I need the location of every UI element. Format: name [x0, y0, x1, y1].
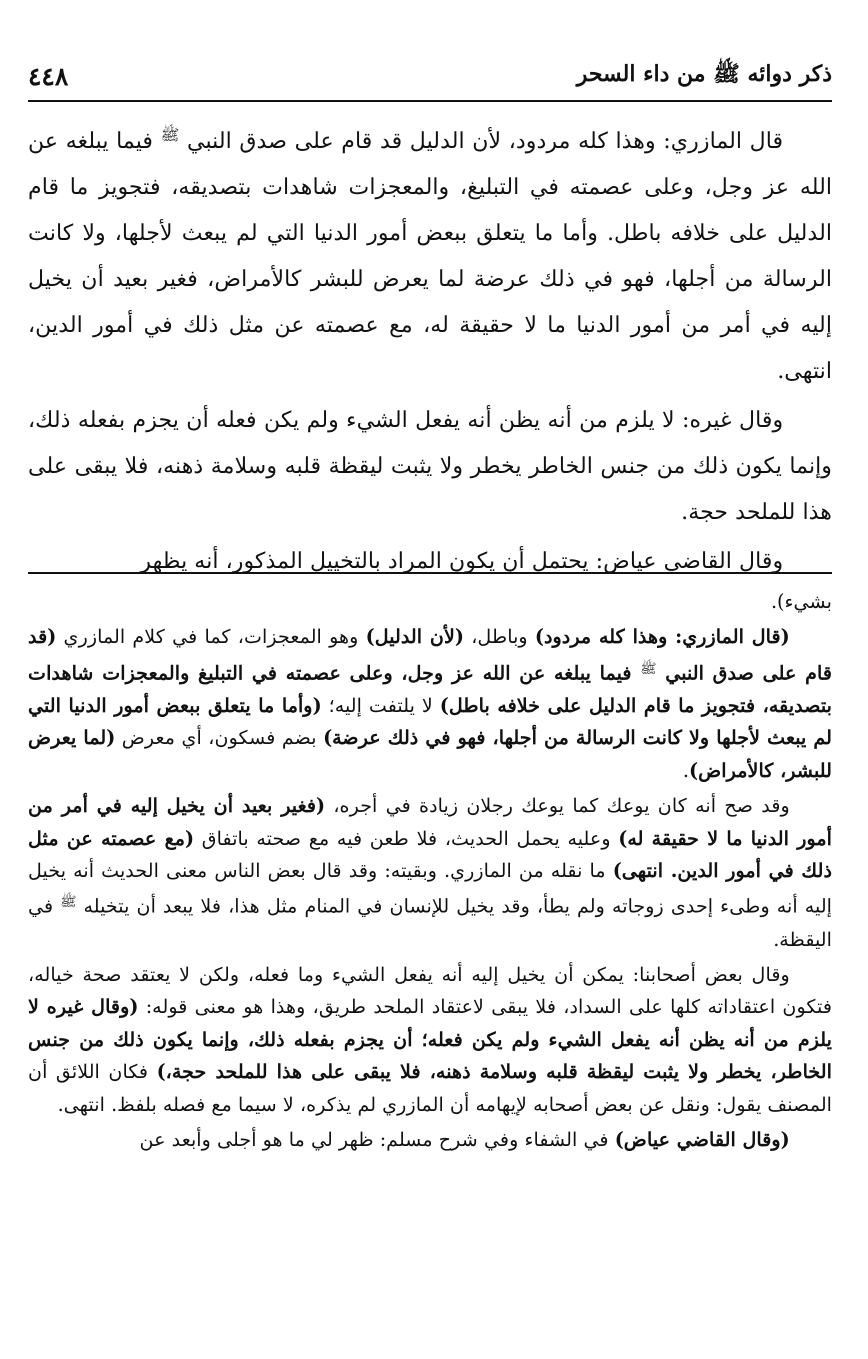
text-run: وقال غيره: لا يلزم من أنه يظن أنه يفعل الشيء ولم يكن فعله أن يجزم بفعله ذلك، وإنما يكون ذلك من جنس الخاطر يخطر ولا يثبت ليقظة قلبه وسلامة ذهنه، فلا يبقى على هذا للملحد حجة.: [28, 406, 832, 525]
text-run: في الشفاء وفي شرح مسلم: ظهر لي ما هو أجلى وأبعد عن: [139, 1127, 615, 1151]
quoted-text: (فغير بعيد أن يخيل إليه في أمر من أمور الدنيا ما لا حقيقة له): [28, 794, 832, 850]
quoted-text: (وقال القاضي عياض): [614, 1127, 790, 1151]
quoted-text: (وقال غيره لا يلزم من أنه يظن أنه يفعل الشيء ولم يكن فعله؛ أن يجزم بفعله ذلك، وإنما يكون ذلك من جنس الخاطر، يخطر ولا يثبت ليقظة قلبه وسلامة ذهنه، فلا يبقى على هذا للملحد حجة،): [28, 995, 832, 1084]
page-header: [28, 56, 832, 96]
text-run: فكان اللائق أن المصنف يقول: ونقل عن بعض أصحابه لإيهامه أن المازري لم يذكره، لا سيما مع فصله بلفظ. انتهى.: [28, 1060, 832, 1116]
quoted-text: (لما يعرض للبشر، كالأمراض): [28, 726, 832, 782]
main-paragraph: [28, 112, 832, 394]
header-rule: [28, 100, 832, 102]
quoted-text: (قد قام على صدق النبي: [28, 625, 832, 685]
text-run: وعليه يحمل الحديث، فلا طعن فيه مع صحته باتفاق: [194, 826, 619, 850]
text-run: لا يلتفت إليه؛: [321, 693, 440, 717]
running-title: ذكر دوائه ﷺ من داء السحر: [576, 61, 832, 87]
main-paragraph: [28, 397, 832, 535]
commentary-paragraph: [28, 1124, 832, 1156]
honorific-glyph: ﷺ: [640, 661, 657, 677]
commentary-paragraph: [28, 959, 832, 1121]
honorific-glyph: ﷺ: [160, 126, 180, 144]
quoted-text: فيما يبلغه عن الله عز وجل، وعلى عصمته في التبليغ والمعجزات شاهدات بتصديقه، فتجويز ما قام الدليل على خلافه باطل): [28, 661, 833, 717]
footnote-separator: [28, 572, 832, 574]
text-run: قال المازري: وهذا كله مردود، لأن الدليل قد قام على صدق النبي: [179, 127, 784, 154]
quoted-text: (لأن الدليل): [365, 625, 465, 649]
text-run: وقال القاضي عياض: يحتمل أن يكون المراد بالتخييل المذكور، أنه يظهر: [140, 547, 784, 574]
quoted-text: (قال المازري: وهذا كله مردود): [534, 625, 790, 649]
text-run: فيما يبلغه عن الله عز وجل، وعلى عصمته في التبليغ، والمعجزات شاهدات بتصديقه، فتجويز ما قام الدليل على خلافه باطل. وأما ما يتعلق ببعض أمور الدنيا التي لم يبعث لأجلها، ولا كانت الرسالة من أجلها، فهو في ذلك عرضة لما يعرض للبشر كالأمراض، فغير بعيد أن يخيل إليه في أمر من أمور الدنيا ما لا حقيقة له، مع عصمته عن مثل ذلك في أمور الدين، انتهى.: [28, 127, 832, 384]
quoted-text: (وأما ما يتعلق ببعض أمور الدنيا التي لم يبعث لأجلها ولا كانت الرسالة من أجلها، فهو في ذلك عرضة): [28, 693, 832, 750]
main-paragraph: [28, 538, 832, 584]
commentary-paragraph: [28, 790, 832, 956]
page-number: ٤٤٨: [28, 61, 69, 91]
honorific-glyph: ﷺ: [60, 895, 77, 911]
text-run: بضم فسكون، أي معرض: [115, 726, 324, 750]
text-run: ما نقله من المازري. وبقيته: وقد قال بعض الناس معنى الحديث أنه يخيل إليه أنه وطىء إحدى زوجاته ولم يطأ، وقد يخيل للإنسان في المنام مثل هذا، فلا يبعد أن يتخيله: [28, 858, 833, 919]
text-run: وقد صح أنه كان يوعك كما يوعك رجلان زيادة في أجره،: [325, 794, 790, 818]
commentary-paragraph: [28, 621, 832, 787]
text-run: وقال بعض أصحابنا: يمكن أن يخيل إليه أنه يفعل الشيء وما فعله، ولكن لا يعتقد صحة خياله، فتكون اعتقاداته كلها على السداد، فلا يبقى لاعتقاد الملحد طريق، وهذا هو معنى قوله:: [28, 962, 832, 1019]
quoted-text: (مع عصمته عن مثل ذلك في أمور الدين. انتهى): [28, 826, 832, 882]
text-run: بشيء).: [770, 590, 832, 613]
text-run: وهو المعجزات، كما في كلام المازري: [56, 625, 366, 649]
text-run: وباطل،: [464, 625, 535, 649]
text-run: .: [682, 758, 690, 782]
commentary: [28, 586, 832, 1159]
commentary-paragraph: [28, 586, 832, 618]
text-run: في اليقظة.: [28, 895, 832, 951]
main-text: [28, 112, 832, 584]
